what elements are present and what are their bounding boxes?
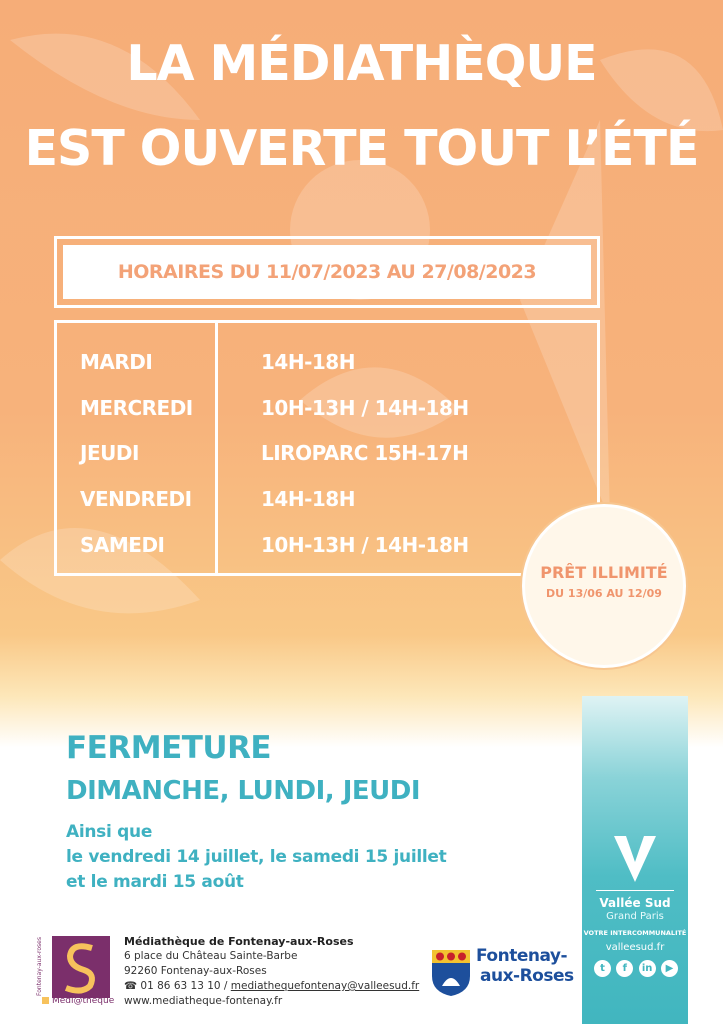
vallee-sud-subname: Grand Paris — [606, 911, 664, 922]
hours-row-3 — [57, 441, 597, 481]
logo-label-wrap — [42, 996, 114, 1006]
hours-row-1 — [57, 350, 597, 390]
badge-title: PRÊT ILLIMITÉ — [540, 563, 668, 582]
closure-days: DIMANCHE, LUNDI, JEUDI — [66, 776, 421, 806]
logo-dot — [42, 997, 49, 1004]
city-name-line2: aux-Roses — [480, 966, 574, 986]
youtube-icon[interactable]: ▶ — [661, 960, 678, 977]
logo-s-icon — [52, 936, 110, 998]
closure-line: le vendredi 14 juillet, le samedi 15 juillet — [66, 847, 447, 867]
logo-vertical-text: Fontenay-aux-roses — [36, 937, 43, 997]
date-range-inner — [63, 245, 591, 299]
twitter-icon[interactable]: t — [594, 960, 611, 977]
page-title-line2: EST OUVERTE TOUT L’ÉTÉ — [24, 120, 699, 177]
city-shield-icon — [430, 948, 472, 998]
unlimited-loan-badge — [522, 504, 686, 668]
phone-icon: ☎ — [124, 980, 141, 992]
sidebar-divider — [596, 890, 674, 891]
date-range-box — [54, 236, 600, 308]
contact-address1: 6 place du Château Sainte-Barbe — [124, 950, 298, 962]
date-range-label: HORAIRES DU 11/07/2023 AU 27/08/2023 — [117, 261, 537, 283]
day-label: SAMEDI — [80, 533, 165, 557]
day-label: MERCREDI — [80, 396, 193, 420]
day-label: JEUDI — [80, 441, 139, 465]
vallee-sud-tagline: VOTRE INTERCOMMUNALITÉ — [583, 929, 687, 937]
badge-subtitle: DU 13/06 AU 12/09 — [546, 587, 662, 600]
logo-label: Médi@thèque — [52, 996, 115, 1006]
vallee-sud-sidebar — [582, 696, 688, 1024]
hours-row-4 — [57, 487, 597, 527]
contact-phone-line: ☎ 01 86 63 13 10 / mediathequefontenay@valleesud.fr — [124, 980, 420, 992]
contact-block — [124, 934, 419, 1009]
closure-line: et le mardi 15 août — [66, 872, 244, 892]
linkedin-icon[interactable]: in — [639, 960, 656, 977]
time-label: 10H-13H / 14H-18H — [261, 396, 469, 420]
vallee-sud-url[interactable]: valleesud.fr — [605, 942, 665, 953]
fontenay-logo — [430, 946, 574, 1000]
mediatheque-logo — [36, 930, 115, 1010]
social-icons — [594, 960, 678, 977]
contact-name: Médiathèque de Fontenay-aux-Roses — [124, 935, 354, 948]
day-label: VENDREDI — [80, 487, 192, 511]
facebook-icon[interactable]: f — [616, 960, 633, 977]
contact-phone: 01 86 63 13 10 — [140, 980, 221, 992]
hours-row-2 — [57, 396, 597, 436]
opening-hours-table — [54, 320, 600, 576]
time-label: 10H-13H / 14H-18H — [261, 533, 469, 557]
vallee-sud-name: Vallée Sud — [599, 896, 671, 910]
time-label: 14H-18H — [261, 350, 355, 374]
contact-email[interactable]: mediathequefontenay@valleesud.fr — [230, 980, 420, 992]
contact-website[interactable]: www.mediatheque-fontenay.fr — [124, 995, 283, 1007]
closure-title: FERMETURE — [66, 730, 272, 766]
closure-details — [66, 820, 446, 895]
page-title-line1: LA MÉDIATHÈQUE — [126, 35, 597, 92]
day-label: MARDI — [80, 350, 153, 374]
contact-address2: 92260 Fontenay-aux-Roses — [124, 965, 267, 977]
time-label: LIROPARC 15H-17H — [261, 441, 469, 465]
hours-row-5 — [57, 533, 597, 573]
closure-line: Ainsi que — [66, 822, 153, 842]
city-name-line1: Fontenay- — [476, 946, 568, 966]
time-label: 14H-18H — [261, 487, 355, 511]
logo-square — [52, 936, 110, 998]
vallee-sud-logo-icon — [610, 832, 660, 892]
